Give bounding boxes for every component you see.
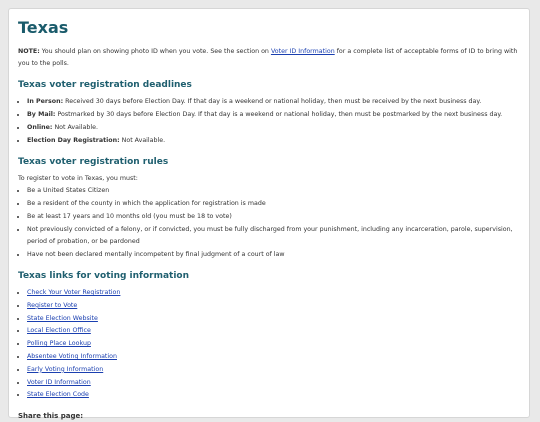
state-election-code-link[interactable]: State Election Code: [27, 391, 89, 399]
early-voting-link[interactable]: Early Voting Information: [27, 365, 104, 373]
note-text-pre: You should plan on showing photo ID when you vote. See the section on: [41, 48, 269, 55]
links-heading: Texas links for voting information: [18, 271, 190, 281]
rule-item: • Be a resident of the county in which the application for registration is made: [27, 198, 521, 210]
deadline-label: In Person:: [27, 98, 64, 105]
rules-intro: To register to vote in Texas, you must:: [18, 175, 138, 182]
page-title: Texas: [18, 18, 69, 37]
deadline-text: Not Available.: [121, 137, 166, 144]
register-to-vote-link[interactable]: Register to Vote: [27, 301, 78, 309]
list-item: [27, 300, 521, 313]
voting-links-list: [18, 287, 521, 402]
photo-id-note: [18, 46, 521, 70]
voter-id-link[interactable]: Voter ID Information: [27, 378, 91, 386]
deadline-in-person: [27, 96, 521, 108]
deadlines-list: [18, 96, 521, 147]
list-item: [27, 351, 521, 364]
list-item: [27, 287, 521, 300]
list-item: [27, 338, 521, 351]
note-text-post: for a complete list of acceptable forms of ID to bring with you to the polls.: [18, 48, 518, 67]
list-item: [27, 313, 521, 326]
deadline-online: [27, 122, 521, 134]
deadline-label: Election Day Registration:: [27, 137, 120, 144]
list-item: [27, 389, 521, 402]
polling-place-lookup-link[interactable]: Polling Place Lookup: [27, 340, 91, 348]
list-item: [27, 364, 521, 377]
share-label: Share this page:: [18, 412, 84, 421]
absentee-voting-link[interactable]: Absentee Voting Information: [27, 352, 117, 360]
rule-item: • Not previously convicted of a felony, or if convicted, you must be fully discharged from your punishment, including any incarceration, parole, supervision, period of probation, or be pardoned: [27, 224, 521, 248]
deadline-label: Online:: [27, 124, 53, 131]
rule-item: • Be at least 17 years and 10 months old (you must be 18 to vote): [27, 211, 521, 223]
list-item: [27, 325, 521, 338]
rules-heading: Texas voter registration rules: [18, 157, 169, 167]
note-label: NOTE:: [18, 48, 40, 55]
deadline-by-mail: [27, 109, 521, 121]
list-item: [27, 377, 521, 390]
deadline-text: Received 30 days before Election Day. If that day is a weekend or national holiday, then must be received by the next business day.: [65, 98, 482, 105]
deadline-text: Postmarked by 30 days before Election Day. If that day is a weekend or national holiday, then must be postmarked by the next business day.: [57, 111, 503, 118]
rule-item: • Have not been declared mentally incompetent by final judgment of a court of law: [27, 249, 521, 261]
content-card: [8, 8, 530, 421]
local-election-office-link[interactable]: Local Election Office: [27, 327, 91, 335]
deadline-label: By Mail:: [27, 111, 56, 118]
rules-list: [18, 185, 521, 261]
rule-item: • Be a United States Citizen: [27, 185, 521, 197]
voter-id-info-link[interactable]: Voter ID Information: [270, 48, 335, 55]
deadlines-heading: Texas voter registration deadlines: [18, 80, 192, 90]
deadline-election-day: [27, 135, 521, 147]
state-election-website-link[interactable]: State Election Website: [27, 314, 98, 322]
check-registration-link[interactable]: Check Your Voter Registration: [27, 289, 121, 296]
deadline-text: Not Available.: [54, 124, 98, 131]
